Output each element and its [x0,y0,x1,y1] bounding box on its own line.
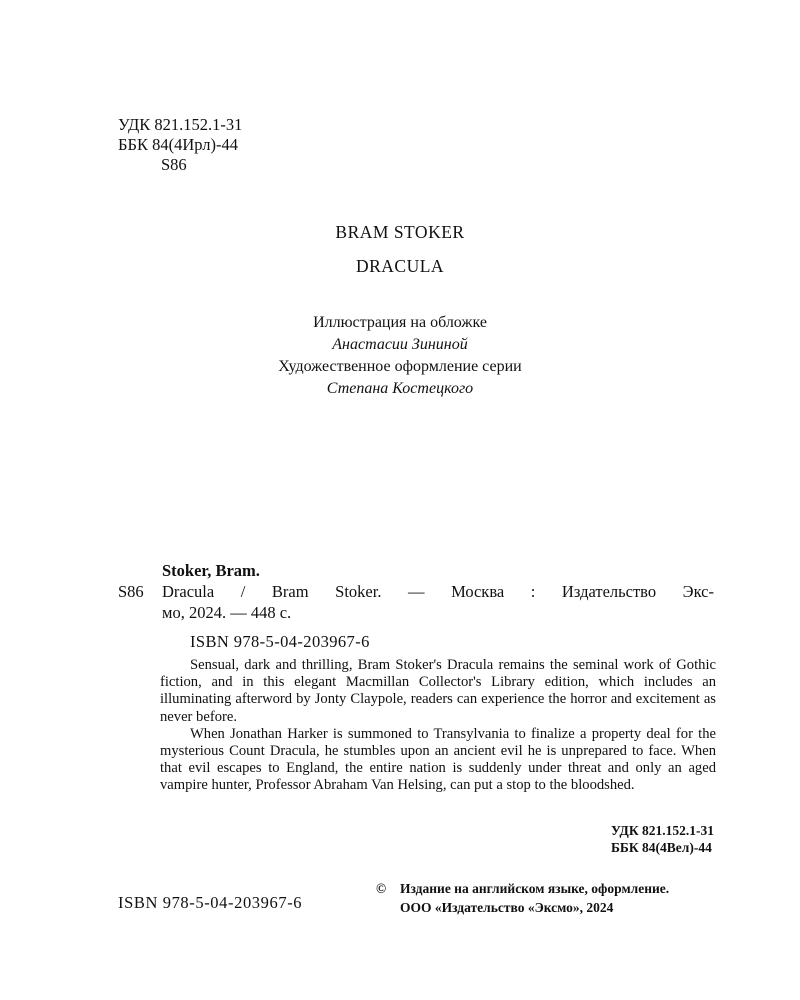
author-sign: S86 [161,155,187,174]
design-label: Художественное оформление серии [278,358,522,375]
annotation-paragraph: Sensual, dark and thrilling, Bram Stoker's Dracula remains the seminal work of Gothic fiction, and in this elegant Macmillan Collector's Library edition, which includes an illuminating afterword by Jonty Claypole, readers can experience the horror and excitement as never before. [160,657,716,725]
catalog-author-sign: S86 [118,582,144,601]
copyright-symbol: © [376,881,387,896]
illustration-name: Анастасии Зининой [332,336,468,353]
copyright-line1: Издание на английском языке, оформление. [400,881,670,896]
annotation-paragraph: When Jonathan Harker is summoned to Transylvania to finalize a property deal for the mysterious Count Dracula, he stumbles upon an ancient evil he is unprepared to face. When that evil escapes to England, the entire nation is suddenly under threat and only an aged vampire hunter, Professor Abraham Van Helsing, can put a stop to the bloodshed. [160,725,716,794]
catalog-description-line2: мо, 2024. — 448 с. [162,603,292,622]
footer-isbn: ISBN 978-5-04-203967-6 [118,893,303,912]
book-author: BRAM STOKER [335,222,465,242]
copyright-line2: ООО «Издательство «Эксмо», 2024 [400,900,614,915]
book-title: DRACULA [355,256,445,276]
copyright-notice [376,879,669,917]
catalog-description-line1: Dracula / Bram Stoker. — Москва : Издательство Экс- [162,582,714,601]
udk-code: УДК 821.152.1-31 [118,115,243,134]
design-credit [0,356,800,400]
illustration-label: Иллюстрация на обложке [313,314,487,331]
illustration-credit [0,312,800,356]
header-classification-codes [118,115,242,175]
footer-bbk-code: ББК 84(4Вел)-44 [611,840,712,855]
catalog-isbn: ISBN 978-5-04-203967-6 [190,632,370,651]
bbk-code: ББК 84(4Ирл)-44 [118,135,238,154]
footer-classification-codes [611,822,714,856]
catalog-author-heading: Stoker, Bram. [162,561,260,580]
annotation [160,657,716,795]
footer-udk-code: УДК 821.152.1-31 [611,823,714,838]
design-name: Степана Костецкого [326,380,474,397]
